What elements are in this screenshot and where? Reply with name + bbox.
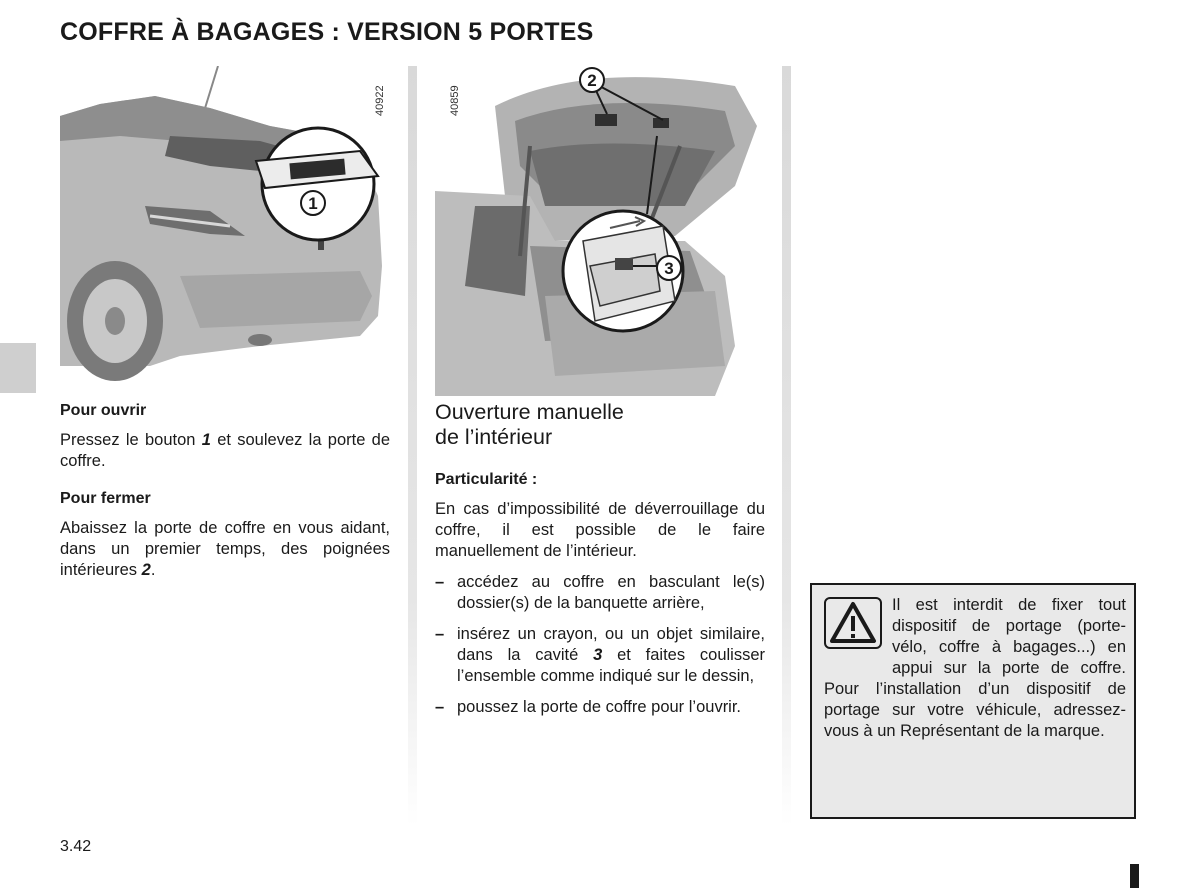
- ref-1: 1: [201, 431, 211, 449]
- text: Abaissez la porte de coffre en vous aidant, dans un premier temps, des poignées intérieures: [60, 519, 390, 579]
- chapter-tab: [0, 343, 36, 393]
- column-divider: [408, 66, 417, 826]
- ref-3: 3: [593, 646, 603, 664]
- heading-particularity: Particularité :: [435, 471, 538, 488]
- paragraph-close: [60, 518, 390, 581]
- list-item: [435, 697, 765, 718]
- dash: –: [435, 698, 445, 716]
- callout-1: 1: [308, 194, 318, 213]
- figure-code: 40859: [449, 85, 461, 116]
- paragraph-open: [60, 430, 390, 472]
- section-title-line: de l’intérieur: [435, 425, 553, 449]
- text: et soulevez la porte de coffre.: [60, 431, 391, 470]
- text: .: [150, 561, 156, 579]
- figure-boot-button: [60, 66, 393, 388]
- dash: –: [435, 625, 445, 643]
- heading-open: Pour ouvrir: [60, 402, 147, 419]
- callout-3: 3: [664, 259, 674, 278]
- dash: –: [435, 573, 445, 591]
- page-edge-marker: [1130, 864, 1139, 888]
- figure-code: 40922: [374, 85, 386, 116]
- ref-2: 2: [141, 561, 151, 579]
- warning-text: Il est interdit de fixer tout dispositif de portage (porte-vélo, coffre à bagages...) en appui sur la porte de coffre. Pour l’installation d’un dispositif de portage sur votre véhicule, adressez-vous à un Représentant de la marque.: [824, 596, 1126, 740]
- section-title-line: Ouverture manuelle: [435, 400, 624, 424]
- text: Pressez le bouton: [60, 431, 202, 449]
- text: insérez un crayon, ou un objet similaire, dans la cavité: [457, 625, 765, 664]
- warning-text-wrap: [824, 595, 1126, 742]
- callout-2: 2: [587, 71, 597, 90]
- list-item: [435, 624, 765, 687]
- list-item: [435, 572, 765, 614]
- column-middle: [435, 400, 765, 728]
- column-left: [60, 400, 390, 581]
- page-title: COFFRE À BAGAGES : VERSION 5 PORTES: [60, 18, 594, 46]
- text: accédez au coffre en basculant le(s) dossier(s) de la banquette arrière,: [457, 573, 765, 612]
- paragraph-intro: En cas d’impossibilité de déverrouillage du coffre, il est possible de le faire manuellement de l’intérieur.: [435, 500, 765, 560]
- heading-close: Pour fermer: [60, 490, 151, 507]
- figure-tailgate-open: [435, 66, 768, 396]
- text: poussez la porte de coffre pour l’ouvrir.: [457, 698, 742, 716]
- column-divider: [782, 66, 791, 826]
- text: et faites coulisser l’ensemble comme indiqué sur le dessin,: [457, 646, 766, 685]
- page-number: 3.42: [60, 838, 92, 855]
- section-title: [435, 400, 765, 450]
- warning-box: [810, 583, 1136, 819]
